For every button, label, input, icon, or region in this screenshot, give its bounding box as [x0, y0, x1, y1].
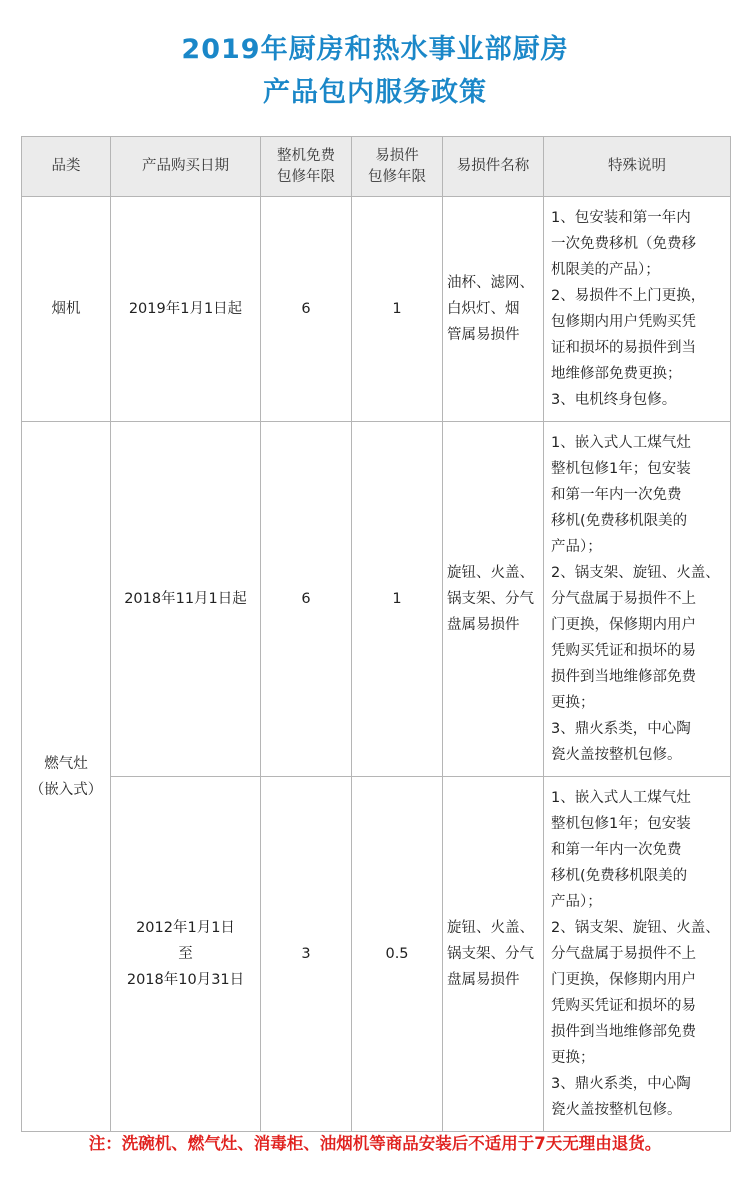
table-header-row — [22, 137, 731, 197]
page-title-line-2: 产品包内服务政策 — [263, 77, 487, 108]
header-purchase-date: 产品购买日期 — [111, 137, 261, 197]
cell-notes: 1、嵌入式人工煤气灶 整机包修1年；包安装 和第一年内一次免费 移机(免费移机限美的 产品）； 2、锅支架、旋钮、火盖、 分气盘属于易损件不上 门更换，保修期内用户 凭购买凭证和损坏的易 损件到当地维修部免费 更换； 3、鼎火系类，中心陶 瓷火盖按整机包修。 — [544, 777, 731, 1132]
cell-notes: 1、包安装和第一年内 一次免费移机（免费移 机限美的产品）； 2、易损件不上门更换， 包修期内用户凭购买凭 证和损坏的易损件到当 地维修部免费更换； 3、电机终身包修。 — [544, 197, 731, 422]
cell-wear-part-years: 0.5 — [352, 777, 443, 1132]
cell-purchase-date: 2018年11月1日起 — [111, 422, 261, 777]
service-policy-table — [21, 136, 731, 1132]
footer-note: 注：洗碗机、燃气灶、消毒柜、油烟机等商品安装后不适用于7天无理由退货。 — [88, 1134, 662, 1153]
page-title-line-1: 2019年厨房和热水事业部厨房 — [181, 34, 569, 65]
table-row — [22, 197, 731, 422]
header-warranty-years: 整机免费 包修年限 — [261, 137, 352, 197]
table-row — [22, 422, 731, 777]
cell-wear-part-names: 旋钮、火盖、 锅支架、分气 盘属易损件 — [443, 777, 544, 1132]
cell-warranty-years: 6 — [261, 422, 352, 777]
cell-warranty-years: 6 — [261, 197, 352, 422]
header-wear-part-years: 易损件 包修年限 — [352, 137, 443, 197]
cell-category: 燃气灶 （嵌入式） — [22, 422, 111, 1132]
cell-warranty-years: 3 — [261, 777, 352, 1132]
cell-wear-part-names: 旋钮、火盖、 锅支架、分气 盘属易损件 — [443, 422, 544, 777]
cell-purchase-date: 2012年1月1日 至 2018年10月31日 — [111, 777, 261, 1132]
cell-category: 烟机 — [22, 197, 111, 422]
cell-notes: 1、嵌入式人工煤气灶 整机包修1年；包安装 和第一年内一次免费 移机(免费移机限美的 产品）； 2、锅支架、旋钮、火盖、 分气盘属于易损件不上 门更换，保修期内用户 凭购买凭证和损坏的易 损件到当地维修部免费 更换； 3、鼎火系类，中心陶 瓷火盖按整机包修。 — [544, 422, 731, 777]
cell-wear-part-years: 1 — [352, 422, 443, 777]
header-category: 品类 — [22, 137, 111, 197]
cell-purchase-date: 2019年1月1日起 — [111, 197, 261, 422]
table-row — [22, 777, 731, 1132]
header-wear-part-names: 易损件名称 — [443, 137, 544, 197]
cell-wear-part-names: 油杯、滤网、 白炽灯、烟 管属易损件 — [443, 197, 544, 422]
cell-wear-part-years: 1 — [352, 197, 443, 422]
header-notes: 特殊说明 — [544, 137, 731, 197]
